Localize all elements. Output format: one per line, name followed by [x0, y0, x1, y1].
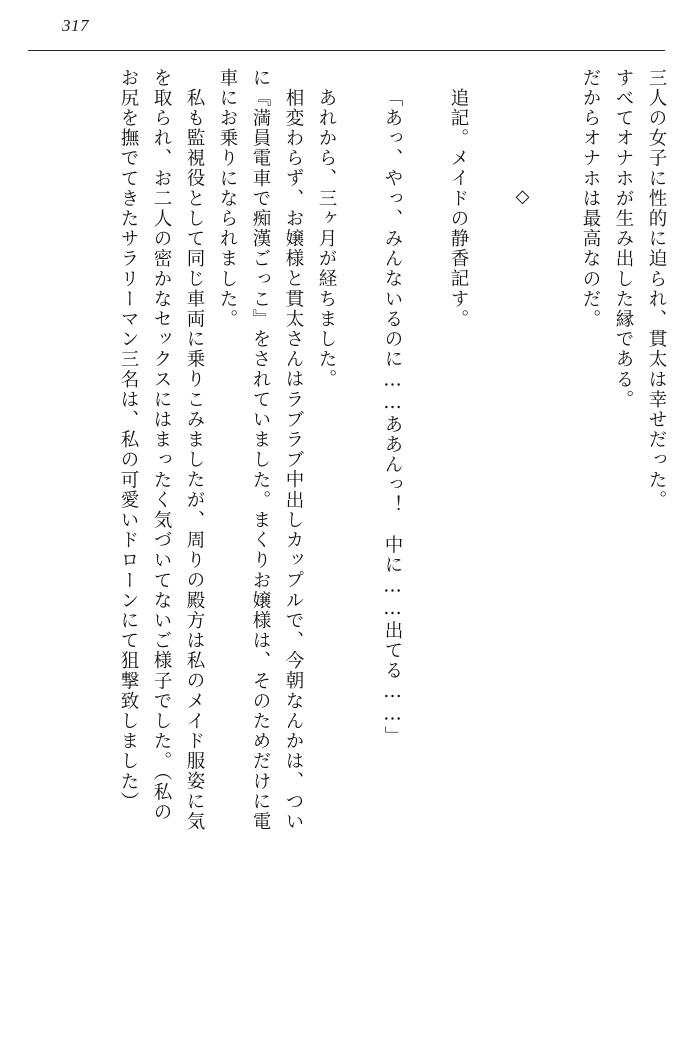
- text-column: を取られ、お二人の密かなセックスにはまったく気づいてないご様子でした。（私の: [151, 68, 172, 823]
- text-column: 追記。メイドの静香記す。: [448, 88, 469, 330]
- text-column: あれから、三ヶ月が経ちました。: [316, 88, 337, 390]
- text-column: 私も監視役として同じ車両に乗りこみましたが、周りの殿方は私のメイド服姿に気: [184, 88, 205, 832]
- page-number: 317: [62, 16, 89, 35]
- text-column-blank: [335, 68, 368, 1023]
- text-column-blank: [467, 68, 500, 1023]
- section-ornament-icon: ◇: [512, 186, 533, 207]
- text-column: お尻を撫でてきたサラリーマン三名は、私の可愛いドローンにて狙撃致しました）: [118, 68, 139, 812]
- text-column: だからオナホは最高なのだ。: [580, 68, 601, 330]
- text-column: すべてオナホが生み出した縁である。: [613, 68, 634, 410]
- text-column-blank: [533, 68, 566, 1023]
- text-column-blank: [401, 68, 434, 1023]
- text-column: に『満員電車で痴漢ごっこ』をされていました。まくりお嬢様は、そのためだけに電: [250, 68, 271, 832]
- text-column: 相変わらず、お嬢様と貫太さんはラブラブ中出しカップルで、今朝なんかは、つい: [283, 88, 304, 832]
- text-column: 三人の女子に性的に迫られ、貫太は幸せだった。: [646, 68, 667, 511]
- header-rule: [28, 50, 665, 51]
- vertical-text-body: [28, 68, 665, 1028]
- text-column: 車にお乗りになられました。: [217, 68, 238, 330]
- text-column: 「あっ、やっ、みんないるのに……ああんっ！ 中に……出てる……」: [382, 88, 403, 747]
